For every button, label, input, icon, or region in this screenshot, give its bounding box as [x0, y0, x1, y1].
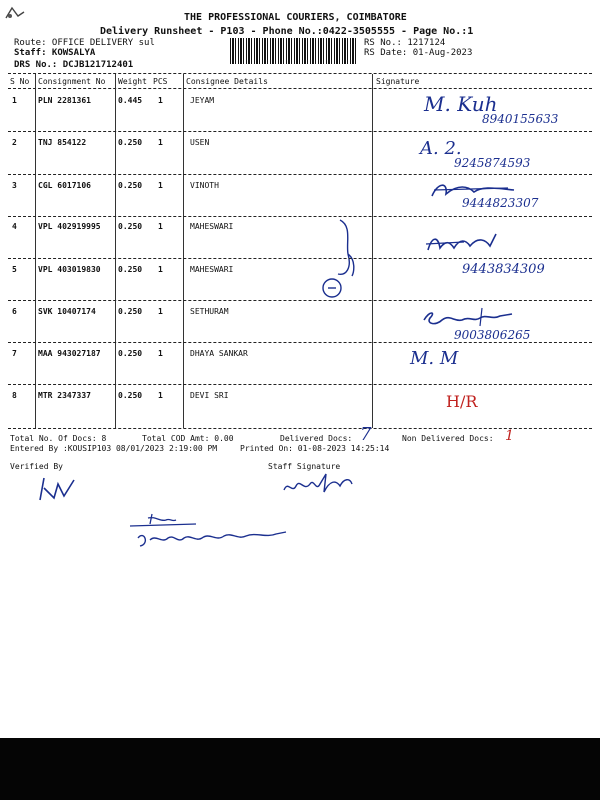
row-weight: 0.250: [118, 181, 143, 190]
col-header-signature: Signature: [376, 77, 420, 86]
company-title: THE PROFESSIONAL COURIERS, COIMBATORE: [184, 12, 407, 23]
row-signature-name: A. 2.: [420, 138, 462, 159]
row-weight: 0.250: [118, 265, 143, 274]
col-header-consignment: Consignment No: [38, 77, 106, 86]
row-sno: 2: [12, 138, 17, 147]
row-pcs: 1: [158, 307, 163, 316]
row-consignment: SVK 10407174: [38, 307, 96, 316]
row-sno: 6: [12, 307, 17, 316]
row-consignee: VINOTH: [190, 181, 219, 190]
col-header-weight: Weight: [118, 77, 147, 86]
row-consignee: DEVI SRI: [190, 391, 229, 400]
col-divider: [115, 74, 116, 428]
verified-by-label: Verified By: [10, 462, 63, 471]
staff-signature-label: Staff Signature: [268, 462, 341, 471]
row-weight: 0.250: [118, 349, 143, 358]
row-signature-phone: 9245874593: [454, 156, 531, 170]
row-signature-name: M. M: [410, 348, 459, 369]
printed-on: Printed On: 01-08-2023 14:25:14: [240, 444, 390, 453]
row-weight: 0.250: [118, 138, 143, 147]
row-rule: [8, 131, 592, 132]
col-header-consignee: Consignee Details: [186, 77, 268, 86]
delivered-docs-label: Delivered Docs:: [280, 434, 353, 443]
non-delivered-docs-count: 1: [505, 428, 514, 444]
row-consignment: MAA 943027187: [38, 349, 101, 358]
row-sno: 8: [12, 391, 17, 400]
verifier-signature: [34, 472, 84, 506]
row-pcs: 1: [158, 391, 163, 400]
row-consignment: VPL 402919995: [38, 222, 101, 231]
row-weight: 0.250: [118, 391, 143, 400]
row-consignee: MAHESWARI: [190, 222, 234, 231]
row-sno: 4: [12, 222, 17, 231]
row-pcs: 1: [158, 138, 163, 147]
staff-label: Staff: KOWSALYA: [14, 48, 96, 58]
row-rule: [8, 342, 592, 343]
row-sno: 7: [12, 349, 17, 358]
row-weight: 0.250: [118, 222, 143, 231]
row-consignee: MAHESWARI: [190, 265, 234, 274]
route-label: Route: OFFICE DELIVERY sul: [14, 38, 155, 48]
drs-number: DRS No.: DCJB121712401: [14, 60, 134, 70]
row-sno: 5: [12, 265, 17, 274]
col-divider: [372, 74, 373, 428]
handwritten-signature: [424, 230, 510, 256]
row-sno: 1: [12, 96, 17, 105]
row-rule: [8, 384, 592, 385]
corner-scan-mark: [4, 4, 26, 22]
additional-signature: [126, 504, 306, 554]
row-pcs: 1: [158, 222, 163, 231]
row-pcs: 1: [158, 181, 163, 190]
row-signature-phone: 9444823307: [462, 196, 539, 210]
total-cod: Total COD Amt: 0.00: [142, 434, 234, 443]
row-weight: 0.250: [118, 307, 143, 316]
col-header-pcs: PCS: [153, 77, 168, 86]
rs-date: RS Date: 01-Aug-2023: [364, 48, 473, 58]
non-delivered-docs-label: Non Delivered Docs:: [402, 434, 494, 443]
row-signature-phone: 9443834309: [462, 262, 545, 277]
row-sno: 3: [12, 181, 17, 190]
col-divider: [183, 74, 184, 428]
row-pcs: 1: [158, 265, 163, 274]
row-rule: [8, 258, 592, 259]
row-rule: [8, 300, 592, 301]
row-signature-phone: 8940155633: [482, 112, 559, 126]
row-consignee: SETHURAM: [190, 307, 229, 316]
row-pcs: 1: [158, 349, 163, 358]
row-rule: [8, 216, 592, 217]
col-divider: [35, 74, 36, 428]
row-pcs: 1: [158, 96, 163, 105]
row-consignee: DHAYA SANKAR: [190, 349, 248, 358]
barcode: [230, 38, 356, 64]
scan-edge-band: [0, 738, 600, 800]
runsheet-subtitle: Delivery Runsheet - P103 - Phone No.:0422-3505555 - Page No.:1: [100, 26, 474, 37]
table-header-rule: [8, 88, 592, 89]
row-signature-name: H/R: [446, 392, 478, 411]
row-signature-name: M. Kuh: [424, 92, 498, 116]
row-consignee: USEN: [190, 138, 210, 147]
row-weight: 0.445: [118, 96, 143, 105]
staff-signature: [280, 470, 360, 500]
row-signature-phone: 9003806265: [454, 328, 531, 342]
rs-number: RS No.: 1217124: [364, 38, 446, 48]
row-consignee: JEYAM: [190, 96, 215, 105]
entered-by: Entered By :KOUSIP103 08/01/2023 2:19:00 PM: [10, 444, 218, 453]
row-consignment: PLN 2281361: [38, 96, 91, 105]
row-consignment: VPL 403019830: [38, 265, 101, 274]
row-consignment: TNJ 854122: [38, 138, 87, 147]
handwritten-signature: [420, 304, 520, 330]
table-top-rule: [8, 73, 592, 74]
col-header-sno: S No: [10, 77, 30, 86]
total-docs: Total No. Of Docs: 8: [10, 434, 107, 443]
row-rule: [8, 174, 592, 175]
row-consignment: MTR 2347337: [38, 391, 91, 400]
delivered-docs-count: 7: [360, 424, 372, 445]
row-consignment: CGL 6017106: [38, 181, 91, 190]
